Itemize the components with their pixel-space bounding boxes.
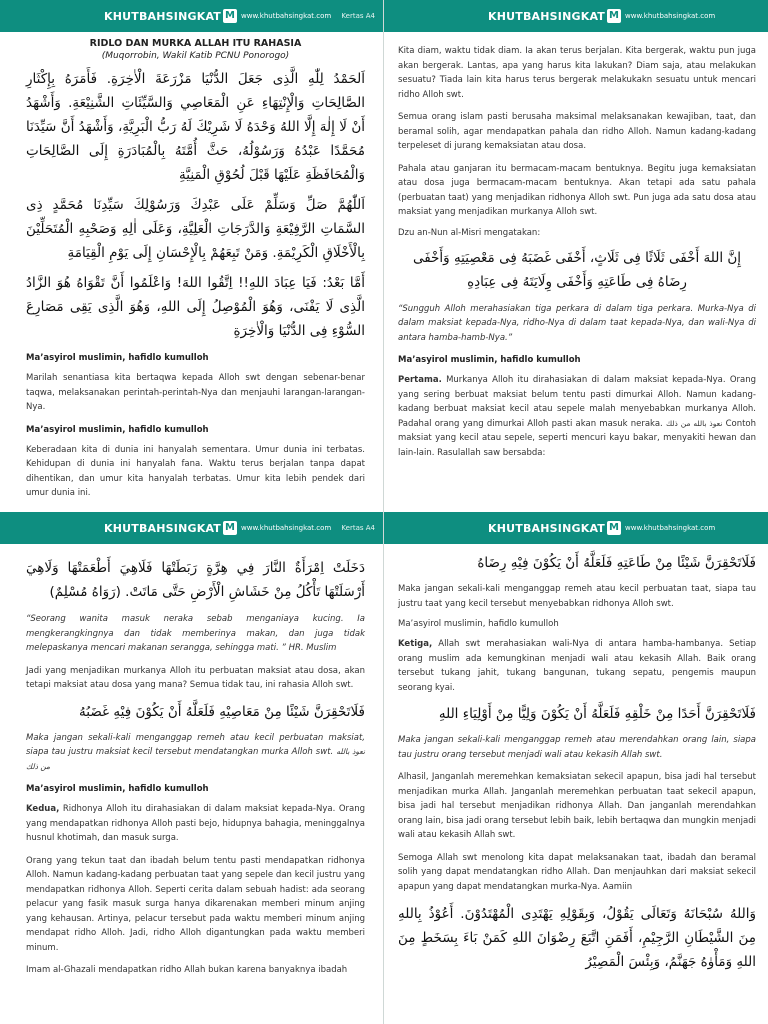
paragraph: Pahala atau ganjaran itu bermacam-macam bentuknya. Begitu juga kemaksiatan atau dosa juga bermacam-macam bentuknya. Akan tetapi ada satu pahala (perbuatan taat) yang menjadikan ridhonya Alloh swt. Pun juga ada satu dosa atau maksiat yang menjadikan murkanya Alloh swt. bbox=[398, 163, 756, 217]
arabic-shalawat: اَللّٰهُمَّ صَلِّ وَسَلِّمْ عَلَى عَبْدِكَ وَرَسُوْلِكَ سَيِّدِنَا مُحَمَّدٍ ذِى السَّمَاتِ الرَّفِيْعَةِ وَالدَّرَجَاتِ الْعَلِيَّةِ، وَعَلَى اٰلِهِ وَصَحْبِهِ الْمُتَحَلِّيْنَ بِالْأَخْلَاقِ الْكَرِيْمَةِ. وَمَنْ تَبِعَهُمْ بِالْإِحْسَانِ إِلَى يَوْمِ الْقِيَامَةِ bbox=[26, 197, 365, 261]
paragraph: Kita diam, waktu tidak diam. Ia akan terus berjalan. Kita bergerak, waktu pun juga akan bergerak. Lantas, apa yang harus kita lakukan? Diam saja, atau melakukan sesuatu? Tiada lain kita harus terus bergerak melakukakn sesuatu untuk mencari ridho Alloh swt. bbox=[398, 46, 756, 100]
arabic-quote: إِنَّ اللهَ أَخْفَى ثَلَاثًا فِى ثَلَاثٍ، أَخْفَى غَضَبَهُ فِى مَعْصِيَتِهِ وَأَخْفَى رِضَاهُ فِى طَاعَتِهِ وَأَخْفَى وِلَايَتَهُ فِى عِبَادِهِ bbox=[412, 249, 742, 290]
section-heading: Ma’asyirol muslimin, hafidlo kumulloh bbox=[26, 353, 209, 363]
arabic-wali: فَلَاتَحْقِرَنَّ أَحَدًا مِنْ خَلْقِهِ فَلَعَلَّهُ أَنْ يَكُوْنَ وَلِيًّا مِنْ أَوْلِيَاءِ اللهِ bbox=[438, 706, 756, 722]
paragraph: Marilah senantiasa kita bertaqwa kepada Alloh swt dengan sebenar-benar taqwa, melaksanakan perintah-perintah-Nya dan menjauhi larangan-larangan-Nya. bbox=[26, 373, 365, 412]
point-text: Allah swt merahasiakan wali-Nya di antara hamba-hambanya. Setiap orang muslim ada kemungkinan menjadi wali atau kekasih Allah. Baik orang tersebut tukang jahit, tukang bangunan, tukang sepatu, pengemis maupun seorang kyai. bbox=[398, 639, 756, 693]
paragraph: Alhasil, Janganlah meremehkan kemaksiatan sekecil apapun, bisa jadi hal tersebut menjadikan murka Allah. Janganlah meremehkan perbuatan taat sekecil apapun, bisa jadi hal tersebut menjadikan ridhonya Allah. Dan janganlah merendahkan orang lain, bisa jadi orang tersebut lebih baik, lebih bertaqwa dan mungkin menjadi wali atau kekasih Allah swt. bbox=[398, 772, 756, 840]
page-header bbox=[384, 512, 768, 544]
brand-logo-icon: M bbox=[223, 521, 237, 535]
page-header bbox=[0, 0, 383, 32]
site-url[interactable]: www.khutbahsingkat.com bbox=[241, 12, 332, 20]
paragraph-ketiga bbox=[398, 637, 756, 695]
paragraph: Maka jangan sekali-kali menganggap remeh atau kecil perbuatan taat, siapa tau justru taat yang kecil tersebut menyebabkan ridhonya Alloh swt. bbox=[398, 584, 756, 609]
arabic-taat: فَلَاتَحْقِرَنَّ شَيْئًا مِنْ طَاعَتِهِ فَلَعَلَّهُ أَنْ يَكُوْنَ فِيْهِ رِضَاهُ bbox=[477, 555, 756, 571]
arabic-inline: نعوذ بالله من ذلك bbox=[26, 747, 366, 771]
point-label: Pertama. bbox=[398, 375, 442, 385]
hadith-translation: “Seorang wanita masuk neraka sebab menganiaya kucing. Ia mengkerangkingnya dan tidak memberinya makan, dan juga tidak melepaskanya mencari makanan serangga, sehingga mati. ” HR. Muslim bbox=[26, 614, 365, 653]
section-heading: Ma’asyirol muslimin, hafidlo kumulloh bbox=[398, 619, 559, 629]
brand-name: KHUTBAHSINGKAT bbox=[488, 521, 606, 535]
page-3 bbox=[0, 512, 384, 1024]
arabic-inline: نعوذ بالله من ذلك bbox=[665, 418, 723, 428]
paper-size: Kertas A4 bbox=[341, 524, 375, 532]
point-text: Ridhonya Alloh itu dirahasiakan di dalam maksiat kepada-Nya. Orang yang mendapatkan ridhonya Alloh pasti bejo, hidupnya bahagia, meninggalnya husnul khotimah, dan masuk surga. bbox=[26, 804, 365, 843]
point-label: Ketiga, bbox=[398, 639, 433, 649]
section-heading: Ma’asyirol muslimin, hafidlo kumulloh bbox=[26, 424, 209, 435]
paragraph-pertama bbox=[398, 373, 756, 460]
page-1 bbox=[0, 0, 384, 512]
point-text: Murkanya Alloh itu dirahasiakan di dalam maksiat kepada-Nya. Orang yang sering berbuat maksiat belum tentu pasti dimurkai Alloh. Namun kadang-kadang berbuat maksiat kecil atau sepele malah menyebabkan murkanya Alloh. Padahal orang yang dimurkai Alloh pasti akan masuk neraka. bbox=[398, 375, 757, 429]
brand-name: KHUTBAHSINGKAT bbox=[488, 9, 606, 23]
brand-logo-icon: M bbox=[223, 9, 237, 23]
paragraph: Orang yang tekun taat dan ibadah belum tentu pasti mendapatkan ridhonya Alloh. Namun kadang-kadang perbuatan taat yang sepele dan kecil justru yang mendapatkan ridhonya Alloh. Seperti cerita dalam sebuah hadist: ada seorang pelacur yang fasik masuk surga hanya dikarenakan memberi minum anjing yang kehausan. Artinya, pelacur tersebut pada waktu memberi minum anjing mendapat ridho Alloh. Jadi, ridho Alloh digantungkan pada waktu memberi minum. bbox=[26, 855, 365, 953]
paragraph: Semua orang islam pasti berusaha maksimal melaksanakan kewajiban, taat, dan beramal solih, agar mendapatkan pahala dan ridho Alloh. Namun kadang-kadang terpeleset di jurang kemaksiatan atau dosa. bbox=[398, 112, 756, 151]
arabic-closing: وَاللهُ سُبْحَانَهُ وَتَعَالَى يَقُوْلُ، وَبِقَوْلِهِ يَهْتَدِى الْمُهْتَدُوْنَ. أَعُوْذُ بِاللهِ مِنَ الشَّيْطَانِ الرَّجِيْمِ، أَفَمَنِ اتَّبَعَ رِضْوَانَ اللهِ كَمَنْ بَاءَ بِسَخَطٍ مِنَ اللهِ وَمَأْوٰهُ جَهَنَّمُ، وَبِئْسَ الْمَصِيْرُ bbox=[398, 906, 756, 970]
page-header bbox=[0, 512, 383, 544]
brand-name: KHUTBAHSINGKAT bbox=[104, 9, 222, 23]
arabic-amma-badu: أَمَّا بَعْدُ: فَيَا عِبَادَ اللهِ!! اِتَّقُوا اللهَ! وَاعْلَمُوا أَنَّ تَقْوَاهُ هُوَ الزَّادُ الَّذِى لَا يَفْنَى، وَهُوَ الْمُوْصِلُ إِلَى اللهِ، وَهُوَ الَّذِى يَقِى مَصَارِعَ السُّوْءِ فِى الدُّنْيَا وَالْاٰخِرَةِ bbox=[26, 275, 365, 339]
site-url[interactable]: www.khutbahsingkat.com bbox=[625, 12, 716, 20]
paragraph-kedua bbox=[26, 802, 365, 846]
section-heading: Ma’asyirol muslimin, hafidlo kumulloh bbox=[398, 355, 581, 365]
arabic-hadith: دَخَلَتْ اِمْرَأَةٌ النَّارَ فِي هِرَّةٍ رَبَطَتْهَا فَلَاهِيَ أَطْعَمَتْهَا وَلَاهِيَ أَرْسَلَتْهَا تَأْكُلُ مِنْ خَشَاشِ الْأَرْضِ حَتَّى مَاتَتْ. (رَوَاهُ مُسْلِمٌ) bbox=[26, 560, 365, 600]
section-heading: Ma’asyirol muslimin, hafidlo kumulloh bbox=[26, 784, 209, 794]
brand-logo-icon: M bbox=[607, 9, 621, 23]
page-header bbox=[384, 0, 768, 32]
brand-logo-icon: M bbox=[607, 521, 621, 535]
page-2 bbox=[384, 0, 768, 512]
paragraph: Keberadaan kita di dunia ini hanyalah sementara. Umur dunia ini terbatas. Kehidupan di dunia ini hanyalah fana. Waktu terus berjalan tanpa dapat dihentikan, dan umur kita hanyalah terbatas. Umur kita lebih pendek dari umur dunia ini. bbox=[26, 444, 365, 498]
wali-translation: Maka jangan sekali-kali menganggap remeh atau merendahkan orang lain, siapa tau justru orang tersebut menjadi wali atau kekasih Allah swt. bbox=[398, 735, 756, 760]
paper-size: Kertas A4 bbox=[341, 12, 375, 20]
paragraph: Imam al-Ghazali mendapatkan ridho Allah bukan karena banyaknya ibadah bbox=[26, 965, 348, 975]
quote-translation: “Sungguh Alloh merahasiakan tiga perkara di dalam tiga perkara. Murka-Nya di dalam maksiat kepada-Nya, ridho-Nya di dalam taat kepada-Nya, dan wali-Nya di antara hamba-hamb-Nya.” bbox=[398, 303, 756, 343]
warning-translation bbox=[26, 731, 365, 775]
point-label: Kedua, bbox=[26, 804, 60, 814]
author-line: (Muqorrobin, Wakil Katib PCNU Ponorogo) bbox=[101, 51, 290, 61]
paragraph: Jadi yang menjadikan murkanya Alloh itu perbuatan maksiat atau dosa, akan tetapi maksiat atau dosa yang mana? Semua tidak tau, ini rahasia Alloh swt. bbox=[26, 665, 365, 690]
page-title: RIDLO DAN MURKA ALLAH ITU RAHASIA bbox=[89, 38, 302, 49]
brand-name: KHUTBAHSINGKAT bbox=[104, 521, 222, 535]
point-text-cont: Contoh maksiat yang kecil atau sepele, seperti mencuri kayu bakar, menyakiti hewan dan lain-lain. Rasulallah saw bersabda: bbox=[398, 418, 757, 458]
warning-text: Maka jangan sekali-kali menganggap remeh atau kecil perbuatan maksiat, siapa tau justru maksiat kecil tersebut mendatangkan murka Alloh swt. bbox=[26, 732, 365, 757]
paragraph: Semoga Allah swt menolong kita dapat melaksanakan taat, ibadah dan beramal solih yang dapat mendatangkan ridho Allah. Dan menjauhkan dari maksiat sekecil apapun yang dapat mendatangkan murka-Nya. Aamiin bbox=[398, 852, 756, 892]
quote-intro: Dzu an-Nun al-Misri mengatakan: bbox=[398, 227, 541, 238]
arabic-warning: فَلَاتَحْقِرَنَّ شَيْئًا مِنْ مَعَاصِيْهِ فَلَعَلَّهُ أَنْ يَكُوْنَ فِيْهِ غَضَبُهُ bbox=[79, 703, 365, 720]
arabic-opening: اَلحَمْدُ لِلّٰهِ الَّذِى جَعَلَ الدُّنْيَا مَزْرَعَةَ الْاٰخِرَةِ. فَأَمَرَهُ بِإِكْثَارِ الصَّالِحَاتِ وَالْإِنْتِهَاءِ عَنِ الْمَعَاصِي وَالسَّيِّئَاتِ الشَّنِيْعَةِ. وَأَشْهَدُ أَنْ لَا إِلٰهَ إِلَّا اللهُ وَحْدَهُ لَا شَرِيْكَ لَهُ رَبُّ الْبَرِيَّةِ، وَأَشْهَدُ أَنَّ سَيِّدَنَا مُحَمَّدًا عَبْدُهُ وَرَسُوْلُهُ، حَثَّ أُمَّتَهُ بِالْمُبَادَرَةِ إِلَى الصَّالِحَاتِ وَالْمُحَافَظَةِ عَلَيْهَا قَبْلَ لُحُوْقِ الْمَنِيَّةِ bbox=[26, 71, 365, 183]
page-4 bbox=[384, 512, 768, 1024]
site-url[interactable]: www.khutbahsingkat.com bbox=[625, 524, 716, 532]
site-url[interactable]: www.khutbahsingkat.com bbox=[241, 524, 332, 532]
